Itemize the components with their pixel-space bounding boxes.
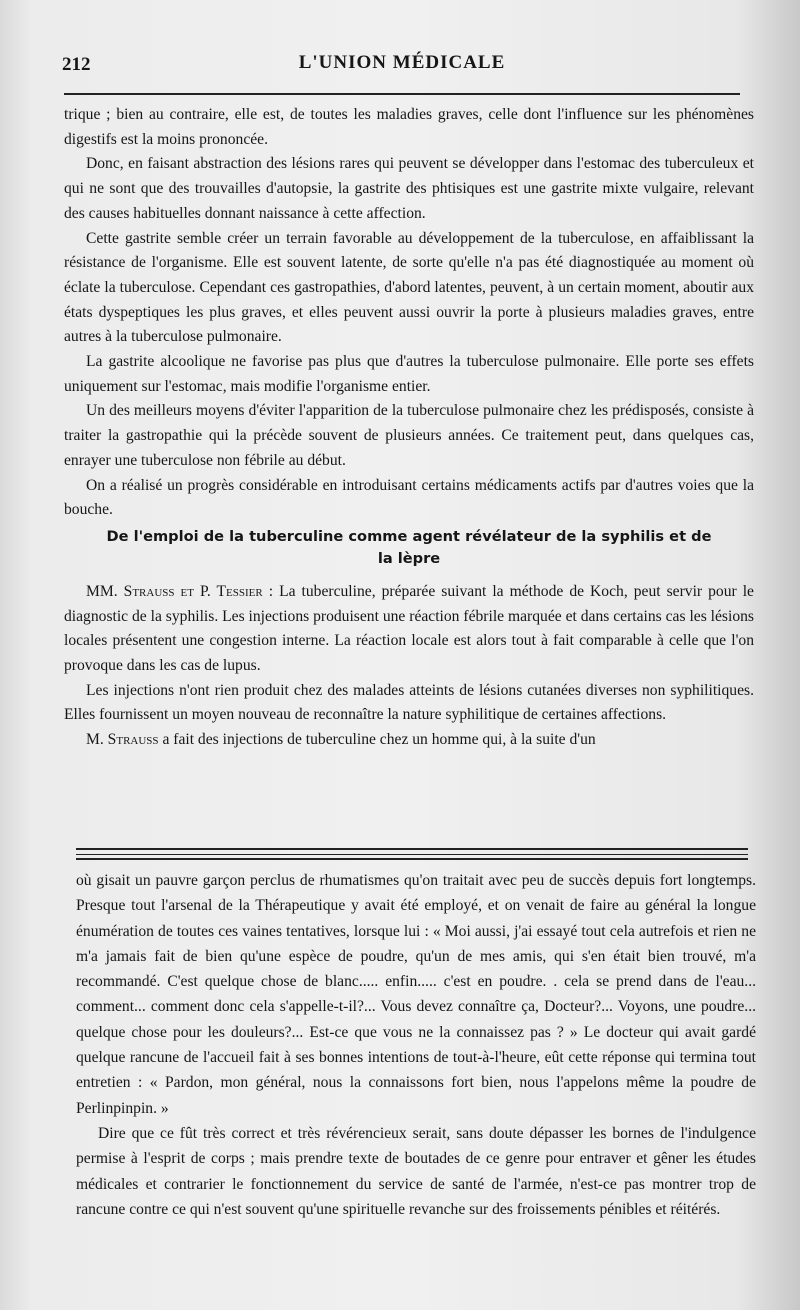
feuilleton-body — [76, 868, 756, 1222]
paragraph: Les injections n'ont rien produit chez des malades atteints de lésions cutanées diverses non syphilitiques. Elles fournissent un moyen nouveau de reconnaître la nature syphilitique de certaines affections. — [64, 681, 754, 724]
paragraph-text: a fait des injections de tuberculine chez un homme qui, à la suite d'un — [162, 731, 596, 749]
paragraph-continued: où gisait un pauvre garçon perclus de rhumatismes qu'on traitait avec peu de succès depuis fort longtemps. Presque tout l'arsenal de la Thérapeutique y avait été employé, et on venait de faire au général la longue énumération de toutes ces vaines tentatives, lorsque lui : « Moi aussi, j'ai essayé tout cela autrefois et rien ne m'a jamais fait de bien qu'une espèce de poudre, qu'un de mes amis, qui s'en était bien trouvé, m'a recommandé. C'est quelque chose de blanc..... enfin..... c'est en poudre. . cela se prend dans de l'eau... comment... comment donc cela s'appelle-t-il?... Vous devez connaître ça, Docteur?... Voyons, une poudre... quelque chose pour les douleurs?... Est-ce que vous ne la connaissez pas ? » Le docteur qui avait gardé quelque rancune de l'accueil fait à ses bonnes intentions de tout-à-l'heure, eût cette réponse qui termina tout entretien : « Pardon, mon général, nous la connaissons fort bien, nous l'appelons même la poudre de Perlinpinpin. » — [76, 872, 756, 1117]
feuilleton-rule — [76, 848, 748, 850]
page-number: 212 — [62, 54, 91, 75]
paragraph: La gastrite alcoolique ne favorise pas plus que d'autres la tuberculose pulmonaire. Elle porte ses effets uniquement sur l'estomac, mais modifie l'organisme entier. — [64, 353, 754, 395]
paragraph-continued: trique ; bien au contraire, elle est, de toutes les maladies graves, celle dont l'influence sur les phénomènes digestifs est la moins prononcée. — [64, 106, 754, 148]
running-title: L'UNION MÉDICALE — [298, 52, 506, 73]
feuilleton-rule — [76, 854, 748, 855]
article-body — [64, 103, 754, 753]
paragraph — [64, 580, 754, 679]
paragraph-text: La tuberculine, préparée suivant la méthode de Koch, peut servir pour le diagnostic de la syphilis. Les injections produisent une réaction fébrile marquée et dans certains cas les lésions locales présentent une congestion interne. La réaction locale est alors tout à fait comparable à celle que l'on provoque dans les cas de lupus. — [64, 582, 754, 675]
paragraph — [64, 728, 754, 753]
paragraph: Cette gastrite semble créer un terrain favorable au développement de la tuberculose, en affaiblissant la résistance de l'organisme. Elle est souvent latente, de sorte qu'elle n'a pas été diagnostiquée au moment où éclate la tuberculose. Cependant ces gastropathies, d'abord latentes, peuvent, à un certain moment, aboutir aux états dyspeptiques les plus graves, et elles peuvent aussi ouvrir la porte à plusieurs maladies graves, entre autres à la tuberculose pulmonaire. — [64, 229, 754, 346]
title-abbrev: M. — [86, 731, 104, 749]
paragraph: Dire que ce fût très correct et très révérencieux serait, sans doute dépasser les bornes de l'indulgence permise à l'esprit de corps ; mais prendre texte de boutades de ce genre pour entraver et gêner les études médicales et contrarier le fonctionnement du service de santé de l'armée, n'est-ce pas montrer trop de rancune contre ce qui n'est souvent qu'une spirituelle revanche sur des froissements pénibles et réitérés. — [76, 1124, 756, 1218]
author-name: Strauss — [107, 731, 159, 749]
feuilleton-rule — [76, 858, 748, 860]
paragraph: On a réalisé un progrès considérable en introduisant certains médicaments actifs par d'autres voies que la bouche. — [64, 476, 754, 519]
header-rule — [64, 93, 740, 95]
paragraph: Donc, en faisant abstraction des lésions rares qui peuvent se développer dans l'estomac des tuberculeux et qui ne sont que des trouvailles d'autopsie, la gastrite des phtisiques est une gastrite mixte vulgaire, relevant des causes habituelles donnant naissance à cette affection. — [64, 155, 754, 222]
authors: MM. Strauss et P. Tessier : — [86, 582, 274, 600]
page-header — [62, 48, 742, 78]
paragraph: Un des meilleurs moyens d'éviter l'apparition de la tuberculose pulmonaire chez les prédisposés, consiste à traiter la gastropathie qui la précède souvent de plusieurs années. Ce traitement peut, dans quelques cas, enrayer une tuberculose non fébrile au début. — [64, 402, 754, 469]
section-title: De l'emploi de la tuberculine comme agent révélateur de la syphilis et de la lèpre — [106, 527, 712, 567]
